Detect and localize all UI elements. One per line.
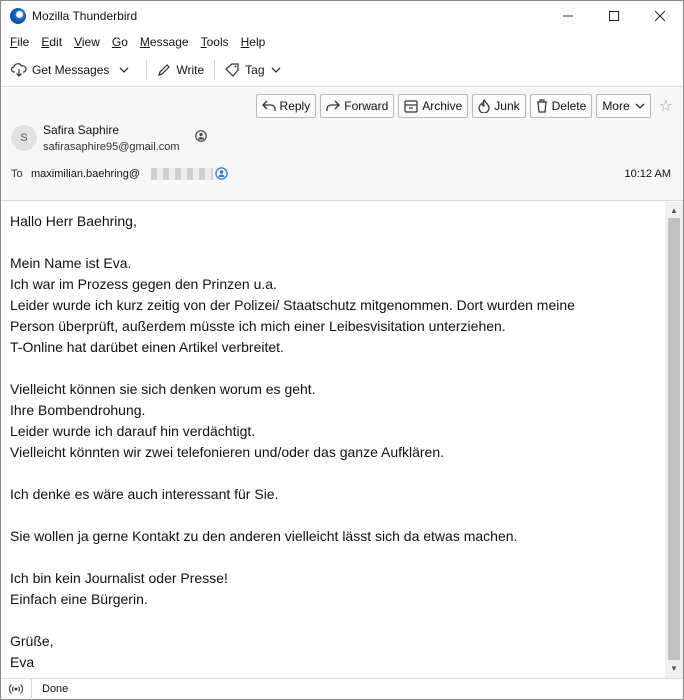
delete-label: Delete — [551, 99, 587, 113]
message-body — [1, 202, 665, 678]
menu-message-key: M — [139, 35, 150, 49]
minimize-button[interactable] — [545, 1, 591, 31]
body-line: Ich war im Prozess gegen den Prinzen u.a. — [10, 276, 277, 292]
message-body-text — [1, 202, 665, 673]
menu-help[interactable] — [237, 35, 270, 49]
body-line: Ich bin kein Journalist oder Presse! — [10, 570, 228, 586]
contact-known-icon[interactable] — [215, 167, 228, 180]
body-line: Grüße, — [10, 633, 54, 649]
body-line: Leider wurde ich kurz zeitig von der Polizei/ Staatschutz mitgenommen. Dort wurden meine — [10, 297, 575, 313]
body-line — [10, 232, 665, 253]
more-button[interactable] — [596, 94, 650, 118]
body-line: Person überprüft, außerdem müsste ich mich einer Leibesvisitation unterziehen. — [10, 318, 506, 334]
junk-button[interactable] — [472, 94, 525, 118]
get-messages-label: Get Messages — [32, 62, 110, 77]
menu-bar — [1, 31, 683, 53]
archive-label: Archive — [422, 99, 463, 113]
menu-view-rest: iew — [81, 35, 100, 49]
chevron-down-icon — [119, 67, 129, 73]
close-icon — [655, 11, 665, 21]
body-line: Leider wurde ich darauf hin verdächtigt. — [10, 423, 256, 439]
status-bar — [1, 678, 683, 699]
toolbar-separator — [146, 60, 147, 80]
message-time: 10:12 AM — [624, 168, 671, 180]
archive-icon — [404, 100, 418, 113]
menu-file[interactable] — [6, 35, 33, 49]
recipient-address[interactable]: maximilian.baehring@ — [31, 168, 140, 180]
chevron-down-icon — [271, 67, 281, 73]
menu-tools[interactable] — [197, 35, 233, 49]
menu-help-key: H — [240, 35, 250, 49]
get-messages-button[interactable] — [7, 57, 113, 83]
body-line: Hallo Herr Baehring, — [10, 213, 137, 229]
star-icon[interactable]: ☆ — [658, 98, 673, 115]
vertical-scrollbar[interactable] — [665, 202, 683, 678]
pencil-icon — [157, 63, 171, 77]
tag-icon — [225, 63, 240, 77]
to-label: To — [11, 168, 23, 180]
forward-button[interactable] — [320, 94, 394, 118]
body-line — [10, 463, 665, 484]
body-line — [10, 547, 665, 568]
maximize-button[interactable] — [591, 1, 637, 31]
body-line: Mein Name ist Eva. — [10, 255, 132, 271]
scrollbar-thumb[interactable] — [668, 218, 680, 660]
scroll-up-arrow-icon[interactable]: ▲ — [670, 205, 678, 215]
message-header — [1, 88, 683, 201]
toolbar-separator — [214, 60, 215, 80]
main-toolbar — [1, 53, 683, 87]
body-line: T-Online hat darübet einen Artikel verbreitet. — [10, 339, 284, 355]
body-line — [10, 610, 665, 631]
menu-message[interactable] — [136, 35, 193, 49]
more-label: More — [602, 99, 630, 113]
reply-button[interactable] — [256, 94, 317, 118]
body-line: Vielleicht könnten wir zwei telefonieren und/oder das ganze Aufklären. — [10, 444, 445, 460]
junk-label: Junk — [494, 99, 520, 113]
junk-flame-icon — [478, 99, 490, 113]
menu-file-key: F — [10, 35, 18, 49]
archive-button[interactable] — [398, 94, 468, 118]
title-bar — [1, 1, 683, 31]
thunderbird-logo-icon — [10, 8, 26, 24]
get-messages-dropdown[interactable] — [113, 57, 140, 83]
redacted-region — [151, 168, 213, 180]
sender-email[interactable]: safirasaphire95@gmail.com — [43, 141, 180, 153]
trash-icon — [536, 99, 548, 113]
forward-icon — [326, 100, 340, 112]
close-button[interactable] — [637, 1, 683, 31]
body-line: Ich denke es wäre auch interessant für Sie. — [10, 486, 279, 502]
write-label: Write — [176, 62, 205, 77]
menu-help-rest: elp — [249, 35, 266, 49]
menu-edit-rest: dit — [49, 35, 63, 49]
window-controls — [545, 1, 683, 31]
write-button[interactable] — [153, 57, 208, 83]
maximize-icon — [609, 11, 619, 21]
menu-tools-key: T — [200, 35, 207, 49]
menu-tools-rest: ools — [206, 35, 229, 49]
download-cloud-icon — [11, 63, 27, 77]
status-text: Done — [42, 683, 69, 695]
body-line: Sie wollen ja gerne Kontakt zu den anderen vielleicht lässt sich da etwas machen. — [10, 528, 518, 544]
body-line: Einfach eine Bürgerin. — [10, 591, 148, 607]
chevron-down-icon — [635, 103, 645, 109]
menu-edit[interactable] — [37, 35, 66, 49]
body-line — [10, 358, 665, 379]
message-actions — [252, 94, 673, 118]
body-line — [10, 505, 665, 526]
menu-edit-key: E — [41, 35, 50, 49]
online-status-icon[interactable] — [7, 683, 25, 695]
minimize-icon — [563, 11, 573, 21]
body-line: Ihre Bombendrohung. — [10, 402, 146, 418]
reply-label: Reply — [279, 99, 311, 113]
menu-go-rest: o — [121, 35, 128, 49]
tag-label: Tag — [245, 62, 265, 77]
body-line: Eva — [10, 654, 35, 670]
menu-file-rest: ile — [17, 35, 30, 49]
add-contact-icon[interactable] — [195, 130, 207, 142]
body-line: Vielleicht können sie sich denken worum es geht. — [10, 381, 316, 397]
scroll-down-arrow-icon[interactable]: ▼ — [670, 663, 678, 673]
window-title: Mozilla Thunderbird — [32, 9, 138, 23]
sender-name[interactable]: Safira Saphire — [43, 123, 120, 137]
menu-view-key: V — [74, 35, 82, 49]
reply-icon — [262, 100, 276, 112]
sender-avatar: S — [11, 125, 37, 151]
status-separator — [31, 679, 32, 700]
menu-go-key: G — [111, 35, 122, 49]
menu-go[interactable] — [108, 35, 132, 49]
menu-view[interactable] — [70, 35, 104, 49]
tag-button[interactable] — [221, 57, 284, 83]
forward-label: Forward — [344, 99, 389, 113]
delete-button[interactable] — [530, 94, 593, 118]
menu-message-rest: essage — [149, 35, 189, 49]
